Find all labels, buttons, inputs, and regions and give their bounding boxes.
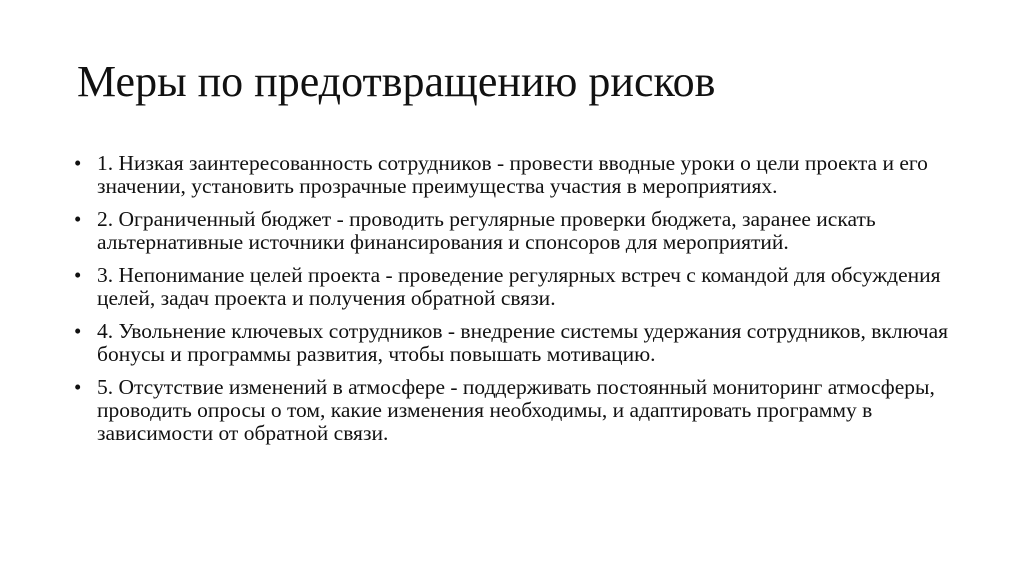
- bullet-text-1: 1. Низкая заинтересованность сотрудников - провести вводные уроки о цели проекта и его значении, установить прозрачные преимущества участия в мероприятиях.: [97, 151, 928, 198]
- bullet-text-5: 5. Отсутствие изменений в атмосфере - поддерживать постоянный мониторинг атмосферы, проводить опросы о том, какие изменения необходимы, и адаптировать программу в зависимости от обратной связи.: [97, 375, 935, 445]
- bullet-icon: •: [74, 263, 82, 287]
- bullet-icon: •: [74, 319, 82, 343]
- bullet-icon: •: [74, 151, 82, 175]
- bullet-item-4: [73, 320, 953, 366]
- bullet-item-3: [73, 264, 953, 310]
- bullet-item-2: [73, 208, 953, 254]
- bullet-icon: •: [74, 375, 82, 399]
- bullet-item-1: [73, 152, 953, 198]
- bullet-text-4: 4. Увольнение ключевых сотрудников - внедрение системы удержания сотрудников, включая бонусы и программы развития, чтобы повышать мотивацию.: [97, 319, 949, 366]
- bullet-icon: •: [74, 207, 82, 231]
- bullet-item-5: [73, 376, 953, 445]
- bullet-text-2: 2. Ограниченный бюджет - проводить регулярные проверки бюджета, заранее искать альтернативные источники финансирования и спонсоров для мероприятий.: [97, 207, 876, 254]
- bullet-text-3: 3. Непонимание целей проекта - проведение регулярных встреч с командой для обсуждения целей, задач проекта и получения обратной связи.: [97, 263, 941, 310]
- bullet-list: [73, 152, 953, 455]
- slide-title: Меры по предотвращению рисков: [77, 57, 716, 106]
